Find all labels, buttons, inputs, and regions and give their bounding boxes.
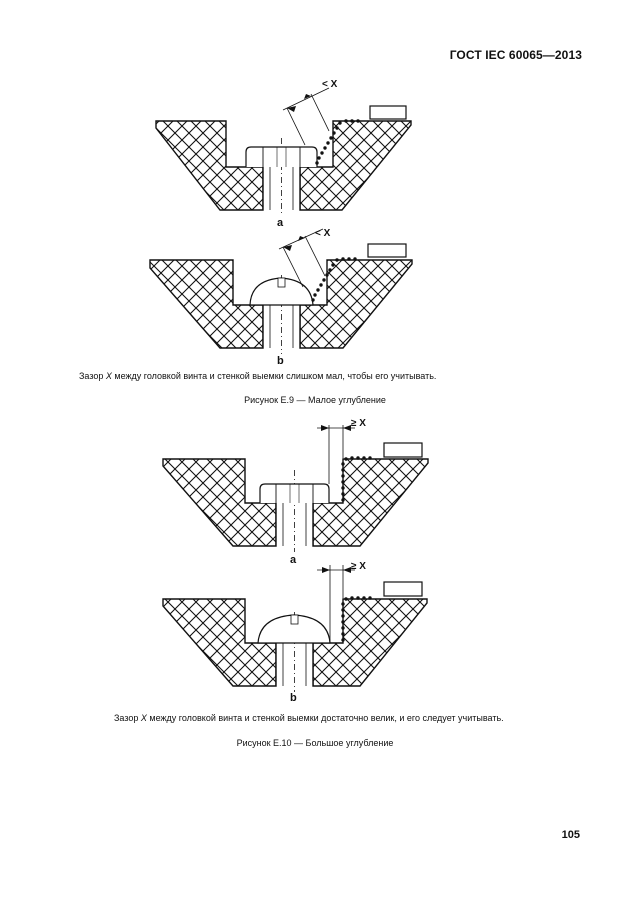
note-e10-text: между головкой винта и стенкой выемки достаточно велик, и его следует учитывать.	[146, 713, 504, 723]
document-id-header: ГОСТ IEC 60065—2013	[449, 48, 582, 62]
figure-e10-caption: Рисунок Е.10 — Большое углубление	[236, 738, 394, 748]
sub-label-e9b: b	[277, 355, 284, 367]
note-e9-prefix: Зазор	[79, 371, 106, 381]
figure-e9b-drawing	[150, 228, 412, 367]
sub-label-e10a: a	[290, 554, 297, 566]
note-e9-text: между головкой винта и стенкой выемки слишком мал, чтобы его учитывать.	[111, 371, 437, 381]
note-e9-variable: X	[105, 371, 112, 381]
figure-e10b-drawing	[163, 561, 427, 704]
page-number: 105	[561, 829, 580, 841]
dim-label-e9b: < X	[315, 228, 331, 239]
dim-label-e10a: ≥ X	[351, 418, 366, 429]
figure-e9-caption: Рисунок Е.9 — Малое углубление	[244, 395, 386, 405]
sub-label-e10b: b	[290, 692, 297, 704]
figure-e10a-drawing	[163, 418, 428, 566]
note-e10-prefix: Зазор	[114, 713, 141, 723]
figure-e10-note	[114, 713, 504, 723]
figure-e9-note	[79, 371, 436, 381]
note-e10-variable: X	[140, 713, 147, 723]
sub-label-e9a: a	[277, 217, 284, 229]
dim-label-e9a: < X	[322, 79, 338, 90]
dim-label-e10b: ≥ X	[351, 561, 366, 572]
figure-e9a-drawing	[156, 79, 411, 229]
